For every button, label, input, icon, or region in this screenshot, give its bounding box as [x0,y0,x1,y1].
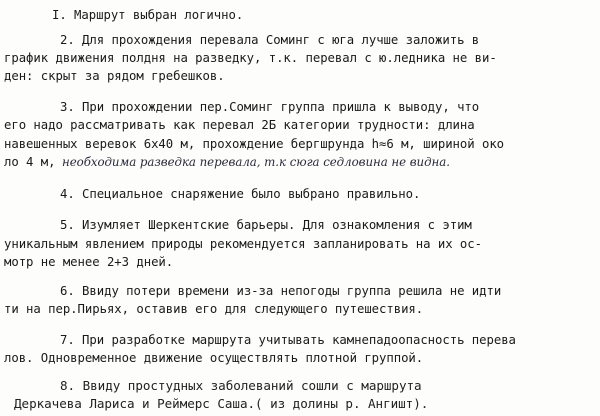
item-3-line-1: 3. При прохождении пер.Соминг группа пришла к выводу, что [60,100,480,114]
item-3-line-2: его надо рассматривать как перевал 2Б категории трудности: длина [4,118,475,132]
item-3-handwritten-note: необходима разведка перевала, т.к сюга седловина не видна. [62,155,450,169]
item-2-line-2: график движения полдня на разведку, т.к. перевал с ю.ледника не ви- [4,51,497,65]
item-4-line-1: 4. Специальное снаряжение было выбрано правильно. [60,187,421,201]
item-8-line-1: 8. Ввиду простудных заболеваний сошли с маршрута [60,378,422,393]
item-5-line-2: уникальным явлением природы рекомендуется запланировать на их ос- [4,237,482,251]
item-2-line-1: 2. Для прохождения перевала Соминг с юга лучше заложить в [60,33,480,47]
item-2-line-3: ден: скрыт за рядом гребешков. [4,69,225,83]
item-7-line-2: лов. Одновременное движение осуществлять плотной группой. [4,351,424,365]
item-1-line-1: I. Маршрут выбран логично. [52,8,244,22]
item-5-line-1: 5. Изумляет Шеркентские барьеры. Для ознакомления с этим [60,218,472,232]
item-7-line-1: 7. При разработке маршрута учитывать камнепадоопасность перева [60,333,516,347]
item-5-line-3: мотр не менее 2+3 дней. [4,255,174,269]
item-6-line-2: ти на пер.Пирьях, оставив его для следующего путешествия. [4,302,424,316]
item-6-line-1: 6. Ввиду потери времени из-за непогоды группа решила не идти [60,284,502,298]
item-8-line-2: Деркачева Лариса и Реймерс Саша.( из долины р. Ангишт). [14,396,429,411]
item-3-line-3: навешенных веревок 6х40 м, прохождение бергшрунда h≈6 м, шириной око [4,137,505,151]
item-3-line-4: ло 4 м, [4,155,56,169]
